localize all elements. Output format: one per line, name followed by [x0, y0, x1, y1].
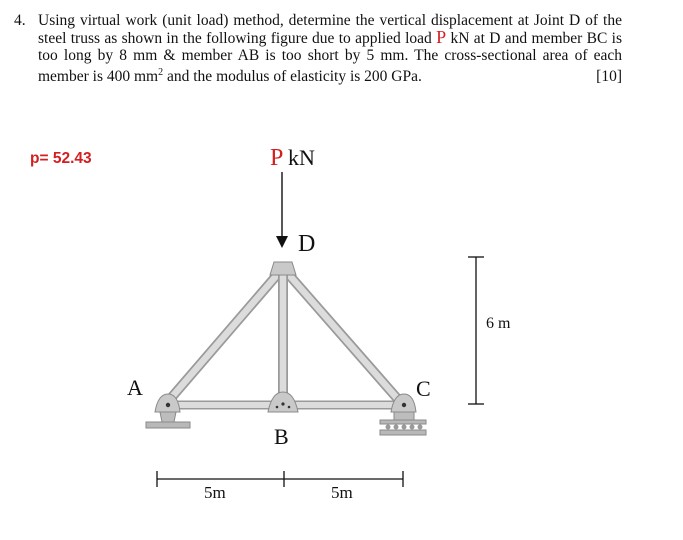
- support-a-pin: [146, 394, 190, 428]
- truss-members: [165, 268, 403, 405]
- member-dc: [283, 268, 403, 405]
- question-number: 4.: [14, 12, 26, 29]
- roller: [410, 425, 415, 430]
- height-label: 6 m: [486, 315, 511, 332]
- text-part-3: and the modulus of elasticity is 200 GPa.: [163, 68, 422, 86]
- roller: [394, 425, 399, 430]
- span-right-label: 5m: [331, 483, 353, 502]
- joint-label-d: D: [298, 231, 316, 257]
- bolt: [276, 406, 279, 409]
- p-value-label: p= 52.43: [30, 150, 92, 167]
- load-symbol-inline: P: [436, 27, 447, 47]
- height-dimension: [468, 257, 484, 404]
- roller: [386, 425, 391, 430]
- span-dimension: [157, 471, 403, 487]
- joint-label-b: B: [274, 424, 289, 449]
- load-symbol: P: [270, 145, 284, 171]
- marks-label: [10]: [596, 68, 622, 86]
- joint-label-c: C: [416, 376, 431, 401]
- area-exponent: 2: [158, 67, 164, 78]
- text-part-2: kN at D and member BC is too long by 8 mm & member AB is too short by 5 mm. The cross-sectional area of each member is 400 mm: [38, 30, 622, 86]
- gusset-d: [270, 262, 296, 275]
- load-arrow-head: [276, 236, 288, 248]
- span-left-label: 5m: [204, 483, 226, 502]
- bolt: [288, 406, 291, 409]
- roller: [418, 425, 423, 430]
- member-ad: [165, 268, 283, 405]
- gusset-b: [268, 392, 298, 412]
- support-c-block: [394, 412, 414, 420]
- roller: [402, 425, 407, 430]
- pin-a: [166, 403, 170, 407]
- support-c-top-plate: [380, 420, 426, 424]
- joint-label-a: A: [127, 375, 143, 400]
- support-c-base: [380, 430, 426, 435]
- text-part-1: Using virtual work (unit load) method, determine the vertical displacement at Joint D of the steel truss as shown in the following figure due to applied load: [38, 12, 622, 47]
- support-a-block: [160, 412, 176, 422]
- pin-c: [402, 403, 406, 407]
- support-a-base: [146, 422, 190, 428]
- load-unit: kN: [288, 145, 315, 170]
- bolt: [281, 402, 284, 405]
